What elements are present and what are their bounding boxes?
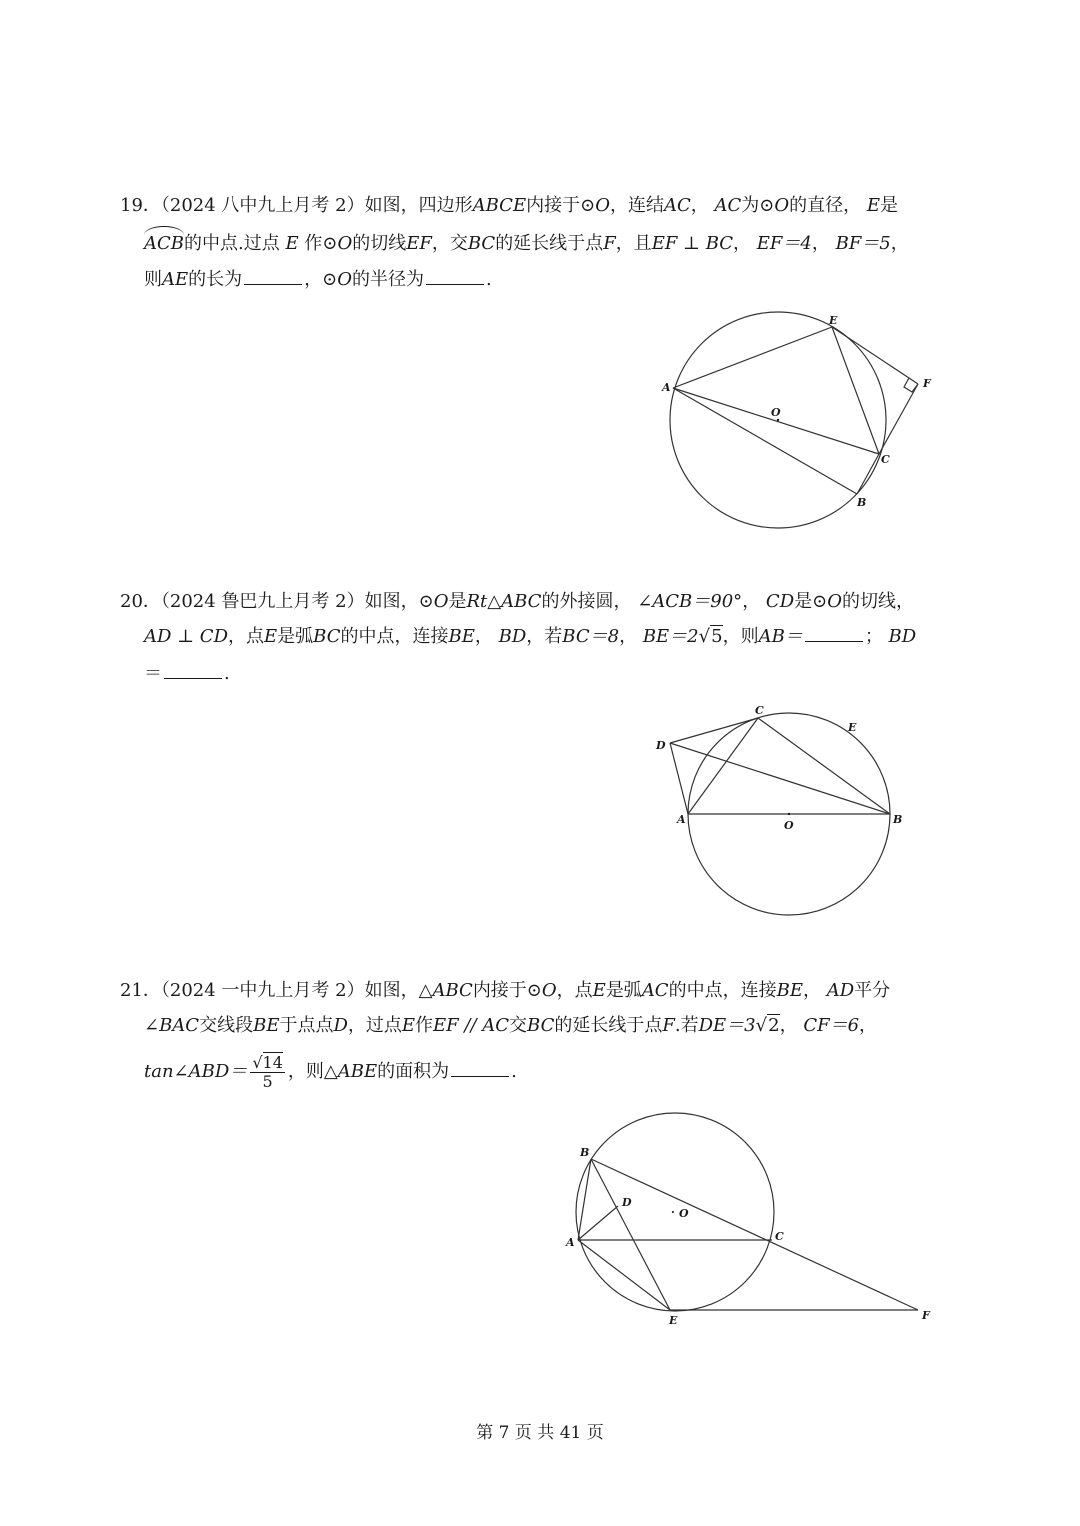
q20-label-e: E xyxy=(848,721,857,734)
q20-line-1: 20．（2024 鲁巴九上月考 2）如图，⊙O是Rt△ABC的外接圆， ∠ACB＝90°， CD是⊙O的切线， xyxy=(120,591,914,612)
q20-label-b: B xyxy=(893,813,903,826)
q21-label-c: C xyxy=(775,1230,784,1243)
q19-line-1: 19．（2024 八中九上月考 2）如图，四边形ABCE内接于⊙O，连结AC， AC为⊙O的直径， E是 xyxy=(120,195,898,216)
q19-number: 19． xyxy=(120,195,161,216)
q19-label-o: O xyxy=(771,406,781,419)
q20-line-3: ＝ . xyxy=(144,663,230,684)
q19-label-c: C xyxy=(881,453,890,466)
q20-label-a: A xyxy=(677,813,686,826)
q19-label-f: F xyxy=(923,377,931,390)
q20-source: （2024 鲁巴九上月考 2） xyxy=(160,591,365,612)
q19-label-e: E xyxy=(829,314,838,327)
q21-circle xyxy=(576,1113,774,1311)
q19-line-3: 则AE的长为 ，⊙O的半径为 . xyxy=(144,269,492,290)
q21-label-a: A xyxy=(566,1236,575,1249)
q21-label-dot: · xyxy=(671,1206,675,1219)
page-footer: 第 7 页 共 41 页 xyxy=(476,1423,604,1443)
q21-source: （2024 一中九上月考 2） xyxy=(160,980,365,1001)
q19-source: （2024 八中九上月考 2） xyxy=(160,195,365,216)
q20-line-2: AD ⊥ CD，点E是弧BC的中点，连接BE， BD，若BC＝8， BE＝2√5，则AB＝ ； BD xyxy=(144,626,917,647)
q21-line-3: tan∠ABD＝ $\frac{√14}{5}$ ，则△ABE的面积为 . xyxy=(144,1052,517,1091)
q19-line-2: ACB的中点.过点 E 作⊙O的切线EF，交BC的延长线于点F，且EF ⊥ BC， EF＝4， BF＝5， xyxy=(144,233,909,254)
q19-label-b: B xyxy=(857,496,867,509)
q21-number: 21． xyxy=(120,980,161,1001)
q21-label-o: O xyxy=(679,1207,689,1220)
q21-line-1: 21．（2024 一中九上月考 2）如图，△ABC内接于⊙O，点E是弧AC的中点，连接BE， AD平分 xyxy=(120,980,891,1001)
q20-label-d: D xyxy=(656,739,666,752)
q21-label-d: D xyxy=(622,1196,632,1209)
q21-label-b: B xyxy=(580,1146,590,1159)
q21-label-e: E xyxy=(669,1314,678,1327)
q21-label-f: F xyxy=(922,1309,930,1322)
q21-line-2: ∠BAC交线段BE于点点D，过点E作EF // AC交BC的延长线于点F.若DE＝3√2， CF＝6， xyxy=(144,1015,878,1036)
q20-number: 20． xyxy=(120,591,161,612)
q19-arc-acb: ACB xyxy=(144,233,184,254)
q20-label-c: C xyxy=(755,704,764,717)
q21-tan-fraction: $\frac{√14}{5}$ xyxy=(252,1052,283,1091)
q19-label-a: A xyxy=(662,381,671,394)
q20-label-o: O xyxy=(784,819,794,832)
